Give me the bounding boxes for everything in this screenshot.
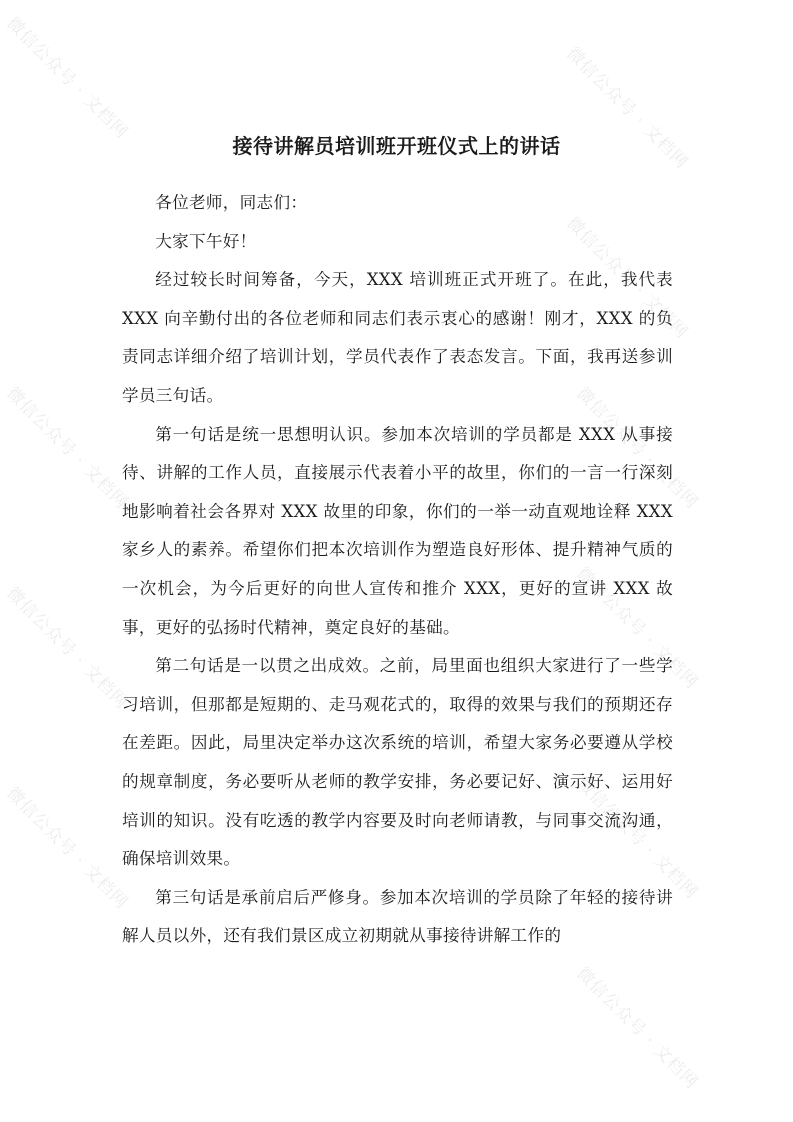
watermark: 微信公众号 · 文档网 — [562, 213, 692, 344]
greeting: 大家下午好！ — [155, 231, 257, 251]
document-title: 接待讲解员培训班开班仪式上的讲话 — [232, 134, 561, 158]
watermark: 微信公众号 · 文档网 — [562, 43, 692, 174]
paragraph: 第二句话是一以贯之出成效。之前，局里面也组织大家进行了一些学习培训，但那都是短期的、走马观花式的，取得的效果与我们的预期还存在差距。因此，局里决定举办这次系统的培训，希望大家务必要遵从学校的规章制度，务必要听从老师的教学安排，务必要记好、演示好、运用好培训的知识。没有吃透的教学内容要及时向老师请教，与同事交流沟通，确保培训效果。 — [122, 656, 673, 869]
watermark: 微信公众号 · 文档网 — [2, 783, 132, 914]
watermark: 微信公众号 · 文档网 — [572, 383, 702, 514]
watermark: 微信公众号 · 文档网 — [572, 963, 702, 1094]
watermark: 微信公众号 · 文档网 — [572, 773, 702, 904]
paragraph: 第三句话是承前启后严修身。参加本次培训的学员除了年轻的接待讲解人员以外，还有我们景区成立初期就从事接待讲解工作的 — [122, 887, 673, 946]
salutation: 各位老师，同志们： — [155, 193, 308, 212]
watermark: 微信公众号 · 文档网 — [2, 383, 132, 514]
watermark: 微信公众号 · 文档网 — [2, 583, 132, 714]
paragraph: 第一句话是统一思想明认识。参加本次培训的学员都是 XXX 从事接待、讲解的工作人员，直接展示代表着小平的故里，你们的一言一行深刻地影响着社会各界对 XXX 故里的印象，你们的一举一动直观地诠释 XXX 家乡人的素养。希望你们把本次培训作为塑造良好形体、提升精神气质的一次机会，为今后更好的向世人宣传和推介 XXX，更好的宣讲 XXX 故事，更好的弘扬时代精神，奠定良好的基础。 — [122, 424, 673, 637]
document-body — [122, 184, 673, 956]
watermark: 微信公众号 · 文档网 — [2, 13, 132, 144]
watermark: 微信公众号 · 文档网 — [572, 563, 702, 694]
paragraph: 经过较长时间筹备，今天，XXX 培训班正式开班了。在此，我代表 XXX 向辛勤付出的各位老师和同志们表示衷心的感谢！刚才，XXX 的负责同志详细介绍了培训计划，学员代表作了表态发言。下面，我再送参训学员三句话。 — [122, 270, 673, 405]
